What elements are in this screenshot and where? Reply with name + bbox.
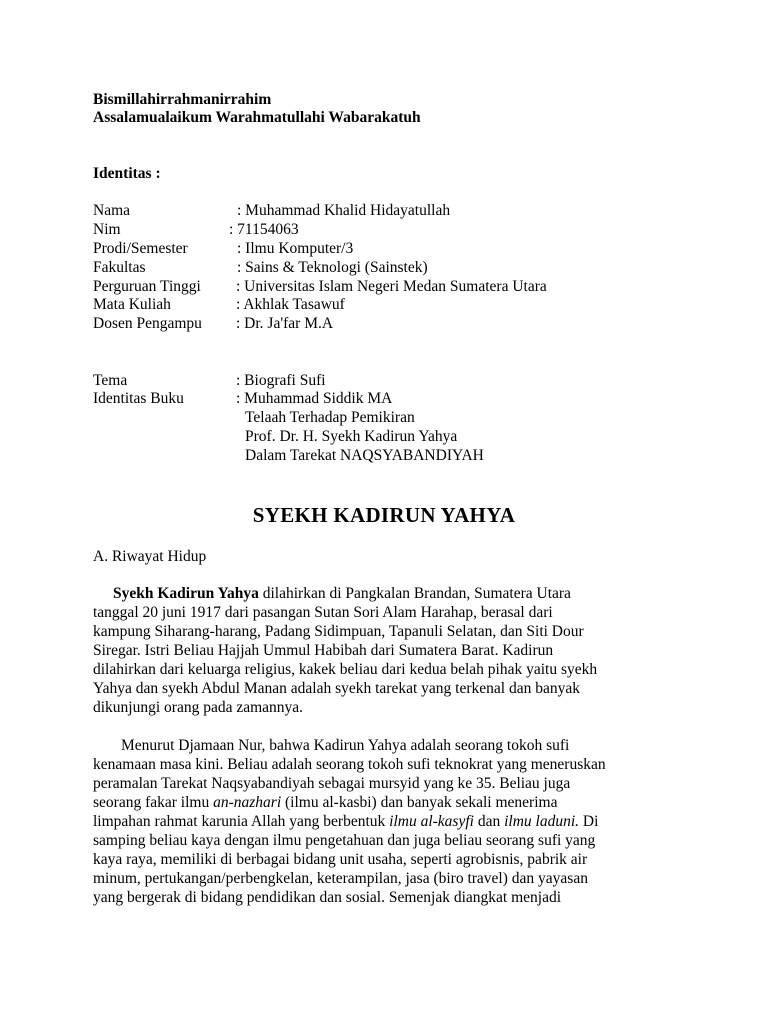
para1-line-2: tanggal 20 juni 1917 dari pasangan Sutan Sori Alam Harahap, berasal dari	[93, 604, 553, 621]
paragraph-riwayat-2	[93, 736, 683, 907]
para2-line-3: peramalan Tarekat Naqsyabandiyah sebagai mursyid yang ke 35. Beliau juga	[93, 775, 571, 792]
para2-line-1: Menurut Djamaan Nur, bahwa Kadirun Yahya adalah seorang tokoh sufi	[121, 737, 570, 754]
identity-heading: Identitas :	[93, 165, 161, 182]
para2-line-5-b: dan	[473, 813, 505, 830]
identity-label-fakultas: Fakultas	[93, 259, 146, 276]
identity-value-prodi: : Ilmu Komputer/3	[237, 240, 354, 257]
para1-line-3: kampung Siharang-harang, Padang Sidimpuan, Tapanuli Selatan, dan Siti Dour	[93, 623, 584, 640]
identity-value-perguruan: : Universitas Islam Negeri Medan Sumatera Utara	[236, 278, 547, 295]
identity-label-prodi: Prodi/Semester	[93, 240, 188, 257]
identity-label-nim: Nim	[93, 221, 121, 238]
para2-line-2: kenamaan masa kini. Beliau adalah seorang tokoh sufi teknokrat yang meneruskan	[93, 756, 606, 773]
document-title: SYEKH KADIRUN YAHYA	[252, 503, 516, 527]
book-line-title2: Prof. Dr. H. Syekh Kadirun Yahya	[245, 428, 458, 445]
para1-line-1-rest: dilahirkan di Pangkalan Brandan, Sumatera Utara	[258, 585, 571, 602]
para1-line-4: Siregar. Istri Beliau Hajjah Ummul Habibah dari Sumatera Barat. Kadirun	[93, 642, 554, 659]
identity-value-nama: : Muhammad Khalid Hidayatullah	[237, 202, 451, 219]
book-line-title3: Dalam Tarekat NAQSYABANDIYAH	[245, 447, 484, 464]
book-label: Identitas Buku	[93, 390, 184, 407]
para1-line-5: dilahirkan dari keluarga religius, kakek beliau dari kedua belah pihak yaitu syekh	[93, 661, 598, 678]
salam-line: Assalamualaikum Warahmatullahi Wabarakatuh	[93, 109, 421, 126]
identity-value-matakuliah: : Akhlak Tasawuf	[236, 296, 345, 313]
para2-line-5	[93, 812, 683, 831]
para1-line-1	[93, 584, 683, 603]
term-an-nazhari: an-nazhari	[213, 794, 282, 811]
identity-label-nama: Nama	[93, 202, 131, 219]
term-ilmu-al-kasyfi: ilmu al-kasyfi	[389, 813, 474, 830]
identity-value-nim: : 71154063	[229, 221, 299, 238]
basmalah-line: Bismillahirrahmanirrahim	[93, 91, 272, 108]
identity-value-fakultas: : Sains & Teknologi (Sainstek)	[237, 259, 428, 276]
identity-label-dosen: Dosen Pengampu	[93, 315, 202, 332]
para2-line-5-c: Di	[579, 813, 599, 830]
section-a-heading: A. Riwayat Hidup	[93, 548, 207, 565]
identity-label-matakuliah: Mata Kuliah	[93, 296, 171, 313]
theme-value: : Biografi Sufi	[236, 372, 326, 389]
para2-line-4	[93, 793, 683, 812]
para1-line-6: Yahya dan syekh Abdul Manan adalah syekh tarekat yang terkenal dan banyak	[93, 680, 580, 697]
book-line-author: : Muhammad Siddik MA	[236, 390, 393, 407]
subject-name: Syekh Kadirun Yahya	[113, 585, 259, 602]
para1-line-7: dikunjungi orang pada zamannya.	[93, 699, 304, 716]
paragraph-riwayat-1	[93, 584, 683, 717]
para2-line-8: minum, pertukangan/perbengkelan, keterampilan, jasa (biro travel) dan yayasan	[93, 870, 588, 887]
para2-line-4-b: (ilmu al-kasbi) dan banyak sekali menerima	[281, 794, 558, 811]
para2-line-6: samping beliau kaya dengan ilmu pengetahuan dan juga beliau seorang sufi yang	[93, 832, 596, 849]
para2-line-5-a: limpahan rahmat karunia Allah yang berbentuk	[93, 813, 390, 830]
para2-line-4-a: seorang fakar ilmu	[93, 794, 214, 811]
theme-label: Tema	[93, 372, 128, 389]
identity-value-dosen: : Dr. Ja'far M.A	[236, 315, 334, 332]
term-ilmu-laduni: ilmu laduni.	[504, 813, 580, 830]
para2-line-7: kaya raya, memiliki di berbagai bidang unit usaha, seperti agrobisnis, pabrik air	[93, 851, 588, 868]
identity-label-perguruan: Perguruan Tinggi	[93, 278, 201, 295]
book-line-title1: Telaah Terhadap Pemikiran	[245, 409, 415, 426]
para2-line-9: yang bergerak di bidang pendidikan dan sosial. Semenjak diangkat menjadi	[93, 889, 562, 906]
